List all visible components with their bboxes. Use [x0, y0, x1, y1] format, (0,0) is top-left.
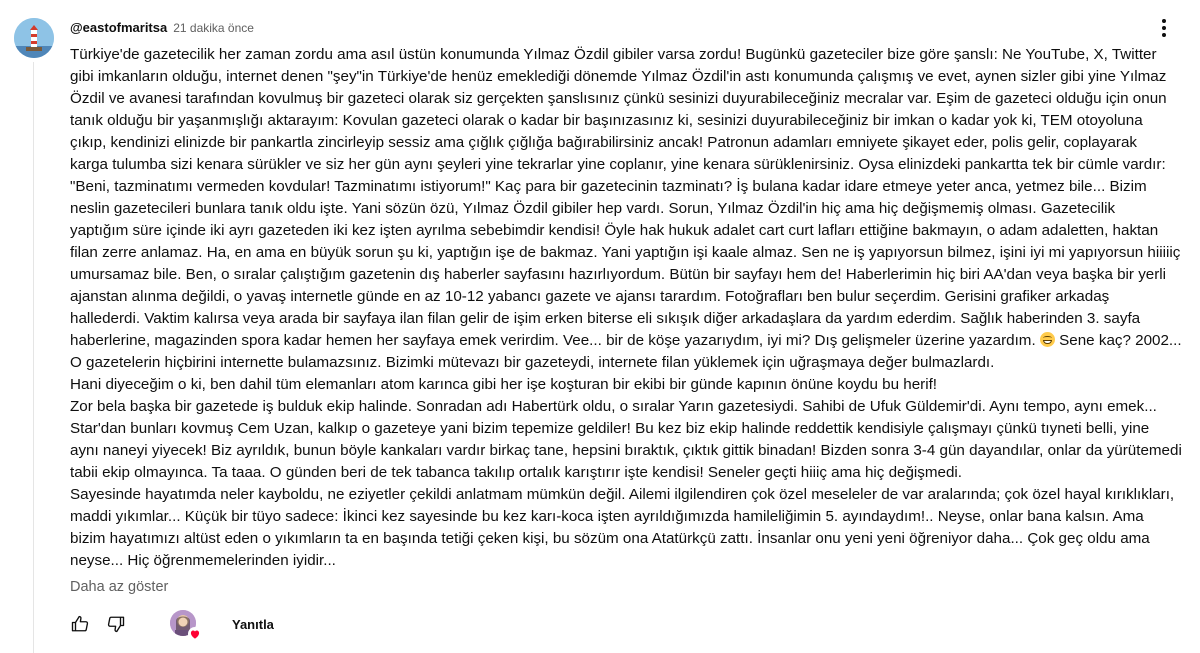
author-name[interactable]: @eastofmaritsa — [70, 20, 168, 35]
comment-text — [70, 44, 1186, 572]
comment-line: bizim hayatımızı altüst eden o yıkımların ta en başında tetiği çeken kişi, bu sözüm ona Atatürkçü zattı. İnsanlar onu yeni yeni öğreniyor daha... Çok geç oldu ama — [70, 530, 1150, 547]
like-button[interactable] — [64, 608, 96, 640]
comment-line: Zor bela başka bir gazetede iş bulduk ekip halinde. Sonradan adı Habertürk oldu, o sıralar Yarın gazetesiydi. Sahibi de Ufuk Güldemir'di. Aynı tempo, aynı emek... — [70, 398, 1157, 415]
comment-line: ajanstan alınma değildi, o yavaş internetle günde en az 10-12 yabancı gazete ve ajansı tarardım. Fotoğrafları ben bulur seçerdim. Gerisini grafiker arkadaş — [70, 288, 1110, 305]
comment-line: aynı naneyi yiyecek! Biz ayrıldık, bunun böyle kankaları vardır birkaç tane, hepsini bıraktık, çıktık gittik binadan! Bizden sonra 3-4 gün dayandılar, onlar da yürütemedi — [70, 442, 1182, 459]
thumb-down-icon — [107, 615, 125, 633]
author-avatar[interactable] — [14, 18, 54, 58]
thumb-up-icon — [71, 615, 89, 633]
comment-line: O gazetelerin hiçbirini internette bulamazsınız. Bizimki mütevazı bir gazeteydi, internete filan yüklemek için uğraşmaya değer bulmazlardı. — [70, 354, 995, 371]
comment-line-text: haberlerine, magazinden spora kadar hemen her sayfaya emek verirdim. Vee... bir de köşe yazarıydım, iyi mi? Dış gelişmeler üzerine yazardım. — [70, 332, 1036, 349]
show-less-button[interactable]: Daha az göster — [70, 579, 169, 595]
comment-line: tanık olduğu bir yaşanmışlığı aktarayım: Kovulan gazeteci olarak o kadar bir başınızasınız ki, sesinizi duyurabileceğiniz bir imkan o kadar yok ki, TEM otoyoluna — [70, 112, 1143, 129]
comment-line — [70, 330, 1186, 352]
comment-line: gibi imkanların olduğu, internet denen "şey"in Türkiye'de henüz emeklediği dönemde Yılmaz Özdil'in astı konumunda çalışmış ve evet, aynen sizler gibi yine Yılmaz — [70, 68, 1167, 85]
comment-line: Star'dan bunları kovmuş Cem Uzan, kalkıp o gazeteye yani bizim tepemize geldiler! Bu kez biz ekip halinde reddettik kendisiyle çalışmayı çünkü tıyneti belli, yine — [70, 420, 1150, 437]
comment-line: "Beni, tazminatımı vermeden kovdular! Tazminatımı istiyorum!" Kaç para bir gazetecinin tazminatı? İş bulana kadar idare etmeye yeter anca, yetmez bile... Bizim — [70, 178, 1147, 195]
comment-line: tabii ekip olmayınca. Ta taaa. O günden beri de tek tabanca takılıp ortalık karıştırır işte kendisi! Seneler geçti hiiiç ama hiç değişmedi. — [70, 464, 963, 481]
comment-line: filan zerre anlamaz. Ha, en ama en büyük sorun şu ki, yaptığın işe de bakmaz. Yani yaptığın işi kaale almaz. Sen ne iş yapıyorsun bilmez, işini iyi mi yapıyorsun hiiiiiç — [70, 244, 1181, 261]
more-actions-button[interactable] — [1152, 14, 1176, 42]
comment-line: çıkıp, kendinizi elinizde bir pankartla zincirleyip sessiz ama çığlık çığlığa bağırabilirsiniz ancak! Patronun adamları emniyete şikayet eder, polis gelir, coplayarak — [70, 134, 1138, 151]
comment-line: Özdil ve avanesi tarafından kovulmuş bir gazeteci olarak siz gerçekten şanslısınız çünkü sesinizi duyurabileceğiniz mecralar var. Eşim de gazeteci olduğu için onun — [70, 90, 1167, 107]
comment-line: neyse... Hiç öğrenmemelerinden iyidir... — [70, 552, 336, 569]
comment-line: Sayesinde hayatımda neler kayboldu, ne eziyetler çekildi anlatmam mümkün değil. Ailemi ilgilendiren çok özel meseleler de var aralarında; çok özel hayal kırıklıkları, — [70, 486, 1175, 503]
comment-line: Türkiye'de gazetecilik her zaman zordu ama asıl üstün konumunda Yılmaz Özdil gibiler varsa zordu! Bugünkü gazeteciler bize göre şanslı: Ne YouTube, X, Twitter — [70, 46, 1157, 63]
creator-heart-icon — [188, 627, 202, 641]
reply-button[interactable]: Yanıtla — [232, 616, 274, 632]
comment-line: Hani diyeceğim o ki, ben dahil tüm elemanları atom karınca gibi her işe koşturan bir ekibi bir günde kapının önüne koydu bu herif! — [70, 376, 938, 393]
comment-actions — [64, 608, 282, 640]
comment-line: yaptığım süre içinde iki ayrı gazeteden iki kez işten ayrılma sebebimdir kendisi! Öyle hak hukuk adalet cart curt lafları ettiğine bakmayın, o adam adaletten, haktan — [70, 222, 1159, 239]
comment-line: hallederdi. Vaktim kalırsa veya arada bir sayfaya ilan filan gelir de işim erken biterse eli sıkışık diğer arkadaşlara da yardım ederdim. Sağlık haberinden 3. sayfa — [70, 310, 1141, 327]
comment-line: karga tulumba sizi kenara sürükler ve siz her gün aynı şeyleri yine tekrarlar yine coplanır, yine kenara sürüklenirsiniz. Oysa elinizdeki pankartta tek bir cümle vardır: — [70, 156, 1166, 173]
comment-line: maddi yıkımlar... Küçük bir tüyo sadece: İkinci kez sayesinde bu kez karı-koca işten ayrıldığımızda hamileliğimin 5. ayındaydım!.. Neyse, onlar bana kalsın. Ama — [70, 508, 1144, 525]
grinning-emoji-icon — [1040, 332, 1055, 347]
more-vert-icon — [1162, 19, 1166, 37]
thread-line — [33, 62, 34, 653]
lighthouse-avatar-icon — [14, 18, 54, 58]
comment-header — [70, 20, 254, 38]
comment-line: neslin gazetecileri bunlara tanık oldu işte. Yani sözün özü, Yılmaz Özdil gibiler hep vardı. Sorun, Yılmaz Özdil'in hiç ama hiç değişmemiş olması. Gazetecilik — [70, 200, 1116, 217]
creator-heart[interactable] — [170, 610, 198, 638]
dislike-button[interactable] — [100, 608, 132, 640]
comment-line-suffix: Sene kaç? 2002... — [1059, 332, 1182, 349]
comment-time[interactable]: 21 dakika önce — [173, 21, 254, 35]
comment-line: umursamaz bile. Ben, o sıralar çalıştığım gazetenin dış haberler sayfasını hazırlıyordum. Bütün bir sayfayı hem de! Haberlerimin hiç biri AA'dan veya başka bir yerli — [70, 266, 1167, 283]
